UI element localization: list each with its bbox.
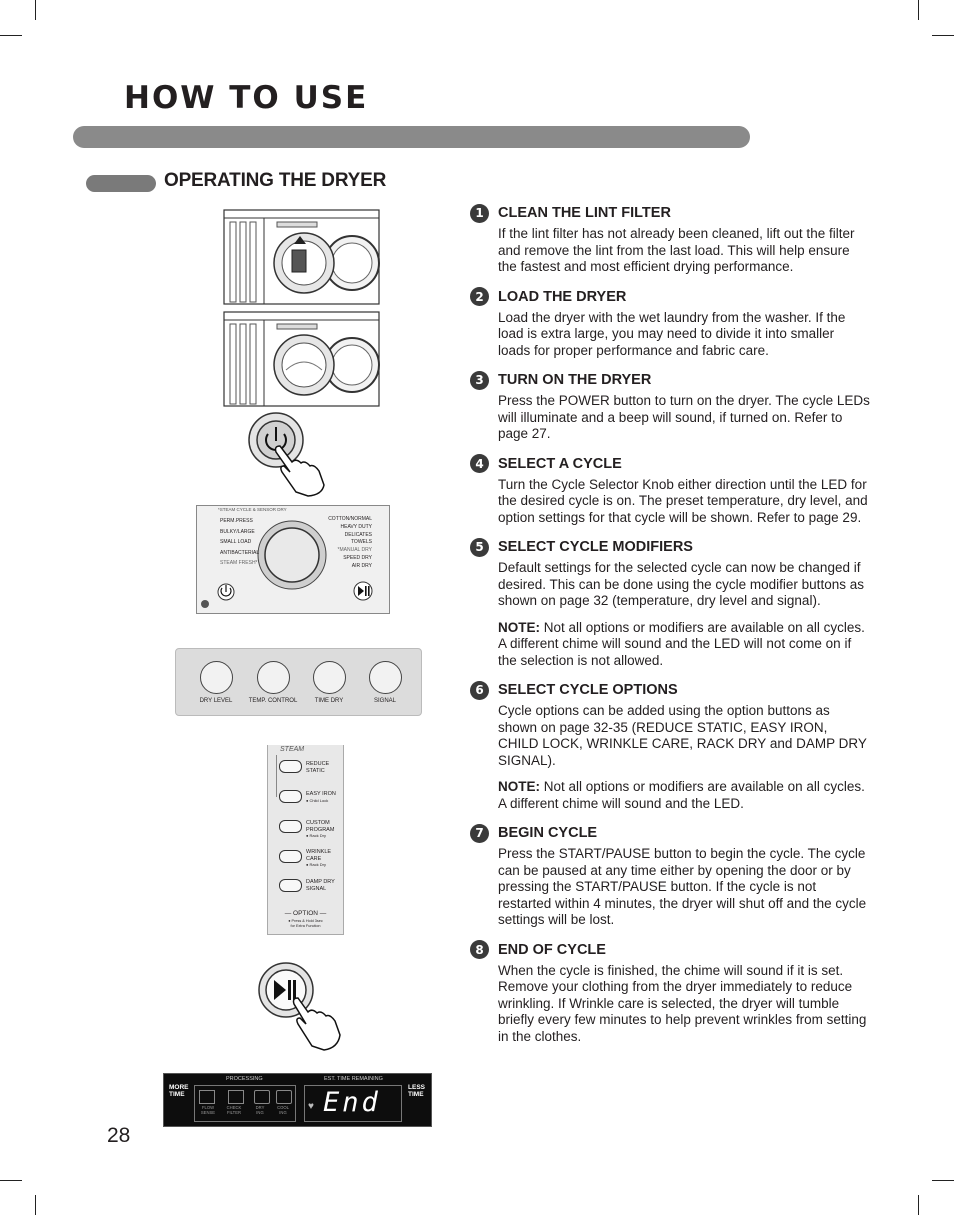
cycle-label: STEAM FRESH*: [220, 560, 258, 566]
step-load-dryer: [470, 287, 870, 360]
page-title: HOW TO USE: [124, 80, 369, 116]
option-label: [306, 849, 331, 869]
option-label-line: SIGNAL: [306, 885, 327, 892]
step-select-cycle: [470, 454, 870, 527]
cooling-icon: [276, 1090, 292, 1104]
crop-mark: [932, 1180, 954, 1181]
page-number: 28: [107, 1124, 131, 1147]
step-clean-lint-filter: [470, 203, 870, 276]
crop-mark: [918, 1195, 919, 1215]
step-number: 1: [470, 204, 489, 223]
more-time-line: TIME: [169, 1091, 185, 1098]
step-header: [470, 287, 870, 307]
step-body: Press the START/PAUSE button to begin the cycle. The cycle can be paused at any time either by opening the door or by pressing the START/PAUSE button. If the cycle is not restarted within 4 minutes, the dryer will shut off and the cycle settings will be lost.: [498, 846, 867, 927]
note-label: NOTE:: [498, 619, 540, 635]
modifier-label: SIGNAL: [373, 698, 396, 704]
option-button: [279, 820, 302, 833]
modifier-label: TIME DRY: [314, 698, 344, 704]
cycle-label: AIR DRY: [351, 562, 372, 569]
option-label-line: DAMP DRY: [306, 879, 335, 885]
step-end-of-cycle: [470, 940, 870, 1046]
section-title: OPERATING THE DRYER: [164, 170, 387, 191]
steam-bracket: [276, 755, 277, 797]
cycle-label: SMALL LOAD: [220, 539, 252, 545]
time-remaining-box: [304, 1085, 402, 1122]
option-button: [279, 879, 302, 892]
option-button: [279, 850, 302, 863]
step-header: [470, 940, 870, 960]
cycle-label: *MANUAL DRY: [337, 547, 372, 554]
option-label-line: EASY IRON: [306, 791, 336, 797]
step-number: 3: [470, 371, 489, 390]
step-body: When the cycle is finished, the chime will sound if it is set. Remove your clothing from the dryer immediately to reduce wrinkling. If Wrinkle care is selected, the dryer will tumble briefly every few minutes to help prevent wrinkles from setting in the clothes.: [498, 962, 867, 1044]
step-title: SELECT CYCLE MODIFIERS: [498, 539, 693, 555]
modifier-button: [369, 661, 402, 694]
icon-label-line: DRY: [255, 1105, 265, 1110]
option-sub-label: ● Rack Dry: [306, 833, 326, 838]
dryer-lint-filter-illustration: [222, 208, 382, 306]
step-title: LOAD THE DRYER: [498, 288, 627, 305]
modifier-button: [313, 661, 346, 694]
flow-sense-icon: [199, 1090, 215, 1104]
option-sub-label: ● Child Lock: [306, 797, 329, 803]
option-label: [306, 879, 335, 892]
processing-label: PROCESSING: [226, 1076, 263, 1082]
note-text: Not all options or modifiers are available on all cycles. A different chime will sound and the LED will not come on if the selection is not allowed.: [498, 619, 865, 668]
option-label-line: WRINKLE: [306, 849, 332, 855]
step-title: SELECT A CYCLE: [498, 455, 622, 472]
crop-mark: [932, 35, 954, 36]
icon-label-line: COOL: [277, 1105, 289, 1110]
step-body: Load the dryer with the wet laundry from the washer. If the load is extra large, you may need to divide it into smaller loads for proper performance and fabric care.: [498, 309, 846, 358]
step-number: 2: [470, 287, 489, 306]
option-label: [306, 820, 334, 840]
option-label-line: STATIC: [306, 767, 325, 774]
step-note: [498, 779, 870, 812]
control-panel-icons: [196, 505, 390, 614]
icon-label: [272, 1105, 294, 1115]
time-readout: End: [323, 1087, 381, 1118]
display-panel-figure: [163, 1073, 432, 1127]
dryer-load-illustration: [222, 310, 382, 408]
option-label: [306, 791, 336, 804]
step-number: 5: [470, 538, 489, 557]
option-sub-label: ● Rack Dry: [306, 862, 326, 867]
step-title: BEGIN CYCLE: [498, 825, 598, 841]
crop-mark: [0, 35, 22, 36]
start-pause-button-illustration: [256, 960, 366, 1054]
step-header: [470, 823, 870, 843]
est-time-label: EST. TIME REMAINING: [324, 1076, 383, 1082]
cycle-label: PERM.PRESS: [220, 518, 253, 524]
option-button: [279, 760, 302, 773]
option-button: [279, 790, 302, 803]
step-title: CLEAN THE LINT FILTER: [498, 205, 671, 221]
cycle-label: BULKY/LARGE: [220, 528, 255, 535]
step-header: [470, 680, 870, 700]
cycle-label: HEAVY DUTY: [340, 523, 372, 530]
option-panel-header: STEAM: [280, 746, 305, 753]
icon-label-line: ING: [279, 1110, 287, 1115]
more-time-label: [169, 1084, 189, 1098]
control-panel-figure: [196, 505, 390, 614]
crop-mark: [35, 1195, 36, 1215]
option-label-line: CUSTOM: [306, 820, 330, 826]
step-title: SELECT CYCLE OPTIONS: [498, 682, 678, 698]
step-turn-on-dryer: [470, 370, 870, 443]
step-body: If the lint filter has not already been cleaned, lift out the filter and remove the lint from the last load. This will help ensure the fastest and most efficient drying performance.: [498, 226, 855, 274]
icon-label: [249, 1105, 271, 1115]
icon-label-line: CHECK: [226, 1105, 242, 1110]
step-body: Default settings for the selected cycle can now be changed if desired. This can be done using the cycle modifier buttons as shown on page 32 (temperature, dry level and signal).: [498, 560, 864, 608]
steam-note: *STEAM CYCLE & SENSOR DRY: [218, 507, 287, 512]
processing-box: [194, 1085, 296, 1122]
option-panel-figure: [267, 745, 344, 935]
step-title: END OF CYCLE: [498, 941, 606, 958]
option-label-line: PROGRAM: [306, 826, 335, 833]
more-time-line: MORE: [169, 1084, 189, 1091]
heart-icon: ♥: [308, 1101, 314, 1112]
icon-label-line: SENSE: [200, 1110, 216, 1115]
step-header: [470, 203, 870, 223]
crop-mark: [918, 0, 919, 20]
step-note: [498, 620, 870, 670]
check-filter-icon: [228, 1090, 244, 1104]
option-footer-line: for Extra Function: [290, 924, 321, 928]
power-button-illustration: [246, 410, 332, 498]
step-body: Press the POWER button to turn on the dryer. The cycle LEDs will illuminate and a beep will sound, if turned on. Refer to page 27.: [498, 393, 870, 441]
step-body: Turn the Cycle Selector Knob either direction until the LED for the desired cycle is on. The preset temperature, dry level, and option settings for that cycle will be shown. Refer to page 29.: [498, 476, 868, 525]
icon-label: [222, 1105, 246, 1115]
icon-label-line: FLOW: [201, 1105, 215, 1110]
cycle-label: COTTON/NORMAL: [328, 516, 372, 522]
note-text: Not all options or modifiers are available on all cycles. A different chime will sound and the LED.: [498, 779, 865, 811]
cycle-label: DELICATES: [344, 531, 372, 538]
cycle-label: ANTIBACTERIAL: [220, 549, 260, 556]
step-number: 4: [470, 454, 489, 473]
step-begin-cycle: [470, 823, 870, 929]
icon-label-line: ING: [256, 1110, 264, 1115]
icon-label: [197, 1105, 219, 1115]
modifier-label: DRY LEVEL: [199, 698, 233, 704]
option-label: [306, 761, 329, 774]
option-footer-line: ● Press & Hold 3sec: [288, 919, 323, 923]
option-footer-note: [268, 919, 343, 929]
crop-mark: [0, 1180, 22, 1181]
step-header: [470, 537, 870, 557]
step-number: 7: [470, 824, 489, 843]
title-bar: [73, 126, 750, 148]
note-label: NOTE:: [498, 779, 540, 794]
less-time-line: LESS: [408, 1084, 425, 1091]
drying-icon: [254, 1090, 270, 1104]
step-number: 6: [470, 681, 489, 700]
step-header: [470, 370, 870, 390]
step-number: 8: [470, 940, 489, 959]
option-footer: — OPTION —: [284, 910, 327, 917]
option-label-line: REDUCE: [306, 761, 330, 767]
modifier-buttons-figure: [175, 648, 422, 716]
option-label-line: CARE: [306, 855, 322, 862]
section-pill: [86, 175, 156, 192]
step-body: Cycle options can be added using the option buttons as shown on page 32-35 (REDUCE STATIC, EASY IRON, CHILD LOCK, WRINKLE CARE, RACK DRY and DAMP DRY SIGNAL).: [498, 703, 867, 768]
step-title: TURN ON THE DRYER: [498, 372, 652, 388]
step-list: [470, 203, 870, 1056]
modifier-button: [200, 661, 233, 694]
modifier-label: TEMP. CONTROL: [248, 698, 298, 704]
crop-mark: [35, 0, 36, 20]
icon-label-line: FILTER: [226, 1110, 242, 1115]
modifier-button: [257, 661, 290, 694]
step-select-cycle-modifiers: [470, 537, 870, 669]
step-header: [470, 454, 870, 474]
cycle-label: TOWELS: [350, 539, 372, 546]
cycle-label: SPEED DRY: [343, 554, 372, 561]
step-select-cycle-options: [470, 680, 870, 812]
less-time-label: [408, 1084, 425, 1098]
less-time-line: TIME: [408, 1091, 424, 1098]
